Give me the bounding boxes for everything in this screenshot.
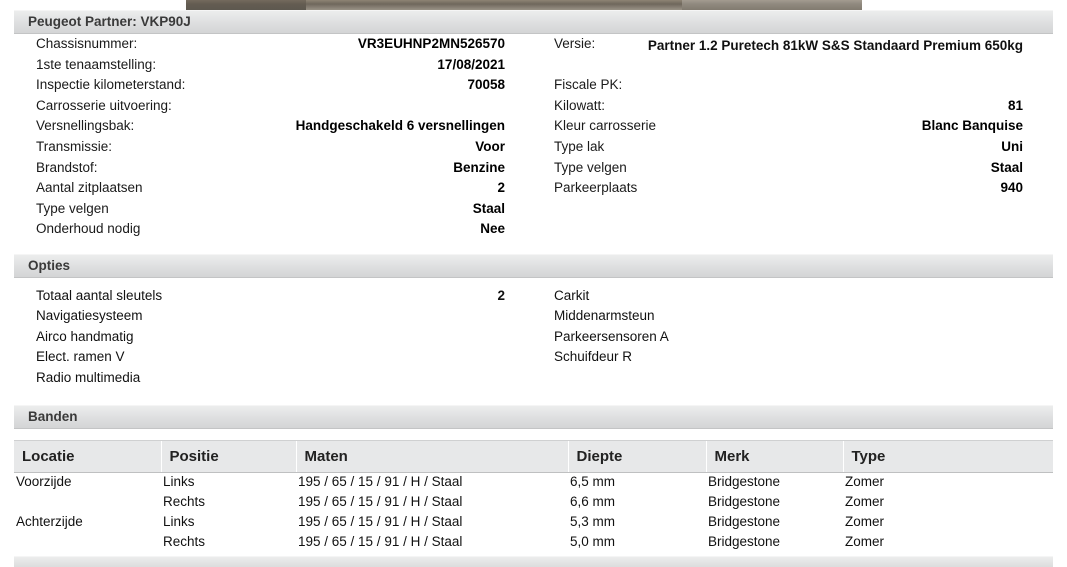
column-header-diepte: Diepte xyxy=(568,441,706,473)
cell-locatie: Achterzijde xyxy=(16,514,83,529)
options-left-column xyxy=(14,288,519,390)
spec-label: Aantal zitplaatsen xyxy=(36,180,143,196)
specs-left-column xyxy=(14,36,519,242)
spec-row xyxy=(14,57,519,78)
spec-label: Type velgen xyxy=(554,159,627,175)
tyres-section-title: Banden xyxy=(28,409,78,424)
spec-row xyxy=(14,201,519,222)
option-row xyxy=(14,370,519,390)
spec-value: VR3EUHNP2MN526570 xyxy=(357,36,505,51)
cell-merk: Bridgestone xyxy=(708,514,781,529)
option-label: Airco handmatig xyxy=(36,328,134,344)
spec-label: Type lak xyxy=(554,138,605,154)
spec-row xyxy=(532,139,1037,160)
option-row xyxy=(532,288,1037,308)
options-section-bar xyxy=(14,254,1053,278)
spec-value: 940 xyxy=(1000,180,1023,196)
option-label: Totaal aantal sleutels xyxy=(36,288,163,303)
spec-label: Onderhoud nodig xyxy=(36,221,141,237)
spec-value: Staal xyxy=(990,159,1023,175)
spec-value: 81 xyxy=(1007,97,1023,113)
option-label: Navigatiesysteem xyxy=(36,308,143,324)
spec-value: Uni xyxy=(1001,138,1023,154)
spec-label: Carrosserie uitvoering: xyxy=(36,97,172,113)
table-row xyxy=(14,533,1053,553)
cell-type: Zomer xyxy=(845,474,885,489)
spec-row xyxy=(14,98,519,119)
cell-merk: Bridgestone xyxy=(708,474,781,489)
table-row xyxy=(14,473,1053,494)
spec-label: Versie: xyxy=(554,36,596,51)
option-value: 2 xyxy=(497,288,505,303)
spec-row xyxy=(532,180,1037,201)
spec-label: Chassisnummer: xyxy=(36,36,138,51)
spec-row xyxy=(14,77,519,98)
vehicle-title-bar xyxy=(14,10,1053,34)
column-header-locatie: Locatie xyxy=(14,441,161,473)
cell-diepte: 6,6 mm xyxy=(570,494,616,509)
column-header-type: Type xyxy=(843,441,1053,473)
spec-row xyxy=(14,139,519,160)
cell-positie: Links xyxy=(163,474,195,489)
cell-merk: Bridgestone xyxy=(708,494,781,509)
cell-diepte: 5,3 mm xyxy=(570,514,616,529)
spec-label: Versnellingsbak: xyxy=(36,118,135,134)
spec-label: Inspectie kilometerstand: xyxy=(36,77,186,93)
spec-row-version xyxy=(532,36,1037,77)
tyres-section-bar xyxy=(14,405,1053,429)
option-row xyxy=(14,308,519,328)
spec-row xyxy=(14,221,519,242)
specifications-block xyxy=(14,36,1053,244)
option-row xyxy=(14,288,519,308)
option-label: Carkit xyxy=(554,288,590,303)
cell-type: Zomer xyxy=(845,494,885,509)
option-label: Middenarmsteun xyxy=(554,308,655,324)
option-row xyxy=(14,349,519,369)
spec-row xyxy=(14,180,519,201)
option-row xyxy=(532,308,1037,328)
option-label: Schuifdeur R xyxy=(554,349,633,365)
option-row xyxy=(14,329,519,349)
spec-row xyxy=(14,160,519,181)
spec-label: Type velgen xyxy=(36,200,109,216)
spec-value: Partner 1.2 Puretech 81kW S&S Standaard Premium 650kg xyxy=(647,38,1023,53)
spec-label: 1ste tenaamstelling: xyxy=(36,56,157,72)
spec-row xyxy=(532,98,1037,119)
page-title: Peugeot Partner: VKP90J xyxy=(28,14,191,29)
cell-locatie xyxy=(14,493,161,513)
column-header-positie: Positie xyxy=(161,441,296,473)
cell-locatie: Voorzijde xyxy=(16,474,72,489)
options-right-column xyxy=(532,288,1037,370)
photo-right-edge xyxy=(682,0,862,10)
photo-left-edge xyxy=(186,0,306,10)
spec-value: 2 xyxy=(497,180,505,196)
cell-type: Zomer xyxy=(845,514,885,529)
spec-value: Staal xyxy=(472,200,505,216)
option-row xyxy=(532,349,1037,369)
cell-positie: Rechts xyxy=(163,534,206,549)
spec-label: Fiscale PK: xyxy=(554,77,623,93)
cell-maten: 195 / 65 / 15 / 91 / H / Staal xyxy=(298,494,463,509)
cell-maten: 195 / 65 / 15 / 91 / H / Staal xyxy=(298,534,463,549)
spec-value: Nee xyxy=(480,221,505,237)
cell-maten: 195 / 65 / 15 / 91 / H / Staal xyxy=(298,474,463,489)
spec-value: Handgeschakeld 6 versnellingen xyxy=(295,118,505,134)
spec-value: Voor xyxy=(475,138,505,154)
spec-row xyxy=(532,160,1037,181)
cell-diepte: 6,5 mm xyxy=(570,474,616,489)
tyres-table xyxy=(14,440,1053,553)
spec-label: Kleur carrosserie xyxy=(554,118,657,134)
spec-row xyxy=(14,118,519,139)
spec-value: 70058 xyxy=(467,77,505,93)
option-row xyxy=(532,329,1037,349)
cell-merk: Bridgestone xyxy=(708,534,781,549)
specs-right-column xyxy=(532,36,1037,201)
cell-diepte: 5,0 mm xyxy=(570,534,616,549)
cell-locatie xyxy=(14,533,161,553)
cell-positie: Links xyxy=(163,514,195,529)
column-header-maten: Maten xyxy=(296,441,568,473)
spec-label: Brandstof: xyxy=(36,159,98,175)
cell-type: Zomer xyxy=(845,534,885,549)
spec-row xyxy=(532,77,1037,98)
cell-maten: 195 / 65 / 15 / 91 / H / Staal xyxy=(298,514,463,529)
spec-value: Blanc Banquise xyxy=(921,118,1023,134)
spec-label: Kilowatt: xyxy=(554,97,606,113)
tyres-table-header-row xyxy=(14,441,1053,473)
spec-value: 17/08/2021 xyxy=(437,56,505,72)
option-label: Radio multimedia xyxy=(36,369,141,385)
options-section-title: Opties xyxy=(28,258,71,273)
table-row xyxy=(14,493,1053,513)
spec-row xyxy=(14,36,519,57)
option-label: Parkeersensoren A xyxy=(554,328,669,344)
spec-value: Benzine xyxy=(453,159,505,175)
spec-row xyxy=(532,118,1037,139)
vehicle-photo-strip xyxy=(186,0,862,10)
column-header-merk: Merk xyxy=(706,441,843,473)
option-label: Elect. ramen V xyxy=(36,349,125,365)
cell-positie: Rechts xyxy=(163,494,206,509)
spec-label: Transmissie: xyxy=(36,138,113,154)
table-row xyxy=(14,513,1053,533)
spec-label: Parkeerplaats xyxy=(554,180,638,196)
